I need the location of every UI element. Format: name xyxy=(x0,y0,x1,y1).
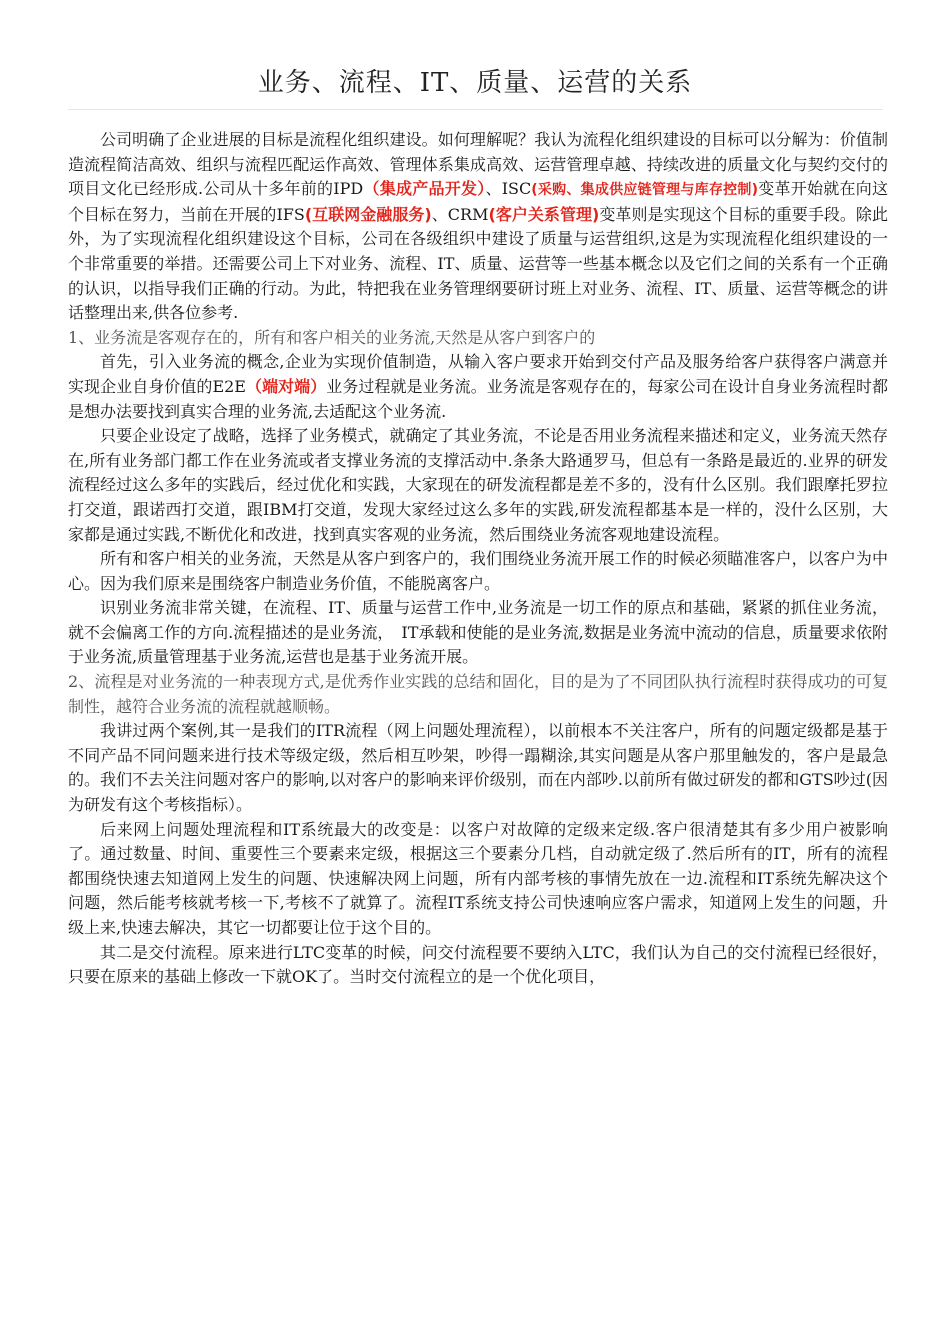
ifs-note: (互联网金融服务) xyxy=(304,204,432,224)
paragraph-case-itr: 我讲过两个案例,其一是我们的ITR流程（网上问题处理流程），以前根本不关注客户，所有的问题定级都是基于不同产品不同问题来进行技术等级定级，然后相互吵架，吵得一蹋糊涂,其实问题是从客户那里触发的，客户是最急的。我们不去关注问题对客户的影响,以对客户的影响来评价级别，而在内部吵.以前所有做过研发的都和GTS吵过(因为研发有这个考核指标）。 xyxy=(68,721,888,815)
paragraph-text: 、CRM xyxy=(431,204,489,224)
paragraph-text: 、ISC xyxy=(485,179,532,199)
paragraph-intro xyxy=(68,128,888,326)
document-title: 业务、流程、IT、质量、运营的关系 xyxy=(257,68,693,98)
section-heading-2: 2、流程是对业务流的一种表现方式,是优秀作业实践的总结和固化，目的是为了不同团队执行流程时获得成功的可复制性，越符合业务流的流程就越顺畅。 xyxy=(68,672,888,716)
paragraph-text: 变革开始就在向这个目标在努力，当前在开展的IFS xyxy=(68,179,888,224)
paragraph-text: 公司明确了企业进展的目标是流程化组织建设。如何理解呢？我认为流程化组织建设的目标可以分解为：价值制造流程简洁高效、组织与流程匹配运作高效、管理体系集成高效、运营管理卓越、持续改进的质量文化与契约交付的项目文化已经形成.公司从十多年前的IPD xyxy=(68,130,888,199)
isc-note: (采购、集成供应链管理与库存控制) xyxy=(531,182,758,199)
paragraph-strategy: 只要企业设定了战略，选择了业务模式，就确定了其业务流，不论是否用业务流程来描述和定义，业务流天然存在,所有业务部门都工作在业务流或者支撑业务流的支撑活动中.条条大路通罗马，但总有一条路是最近的.业界的研发流程经过这么多年的实践后，经过优化和实践，大家现在的研发流程都是差不多的，没有什么区别。我们跟摩托罗拉打交道，跟诺西打交道，跟IBM打交道，发现大家经过这么多年的实践,研发流程都基本是一样的，没什么区别，大家都是通过实践,不断优化和改进，找到真实客观的业务流，然后围绕业务流客观地建设流程。 xyxy=(68,426,888,544)
paragraph-text: 变革则是实现这个目标的重要手段。除此外，为了实现流程化组织建设这个目标，公司在各级组织中建设了质量与运营组织,这是为实现流程化组织建设的一个非常重要的举措。还需要公司上下对业务、流程、IT、质量、运营等一些基本概念以及它们之间的关系有一个正确的认识，以指导我们正确的行动。为此，特把我在业务管理纲要研讨班上对业务、流程、IT、质量、运营等概念的讲话整理出来,供各位参考. xyxy=(68,204,888,323)
document-body xyxy=(68,128,888,990)
title-divider xyxy=(68,109,883,110)
paragraph-case-itr-change: 后来网上问题处理流程和IT系统最大的改变是：以客户对故障的定级来定级.客户很清楚其有多少用户被影响了。通过数量、时间、重要性三个要素来定级，根据这三个要素分几档，自动就定级了.然后所有的IT，所有的流程都围绕快速去知道网上发生的问题、快速解决网上问题，所有内部考核的事情先放在一边.流程和IT系统先解决这个问题，然后能考核就考核一下,考核不了就算了。流程IT系统支持公司快速响应客户需求，知道网上发生的问题，升级上来,快速去解决，其它一切都要让位于这个目的。 xyxy=(68,819,888,937)
e2e-note: （端对端） xyxy=(245,376,327,396)
paragraph-case-delivery: 其二是交付流程。原来进行LTC变革的时候，问交付流程要不要纳入LTC，我们认为自己的交付流程已经很好，只要在原来的基础上修改一下就OK了。当时交付流程立的是一个优化项目， xyxy=(68,942,888,987)
ipd-note: （集成产品开发） xyxy=(363,179,486,199)
crm-note: (客户关系管理) xyxy=(488,204,600,224)
section-heading-1: 1、业务流是客观存在的，所有和客户相关的业务流,天然是从客户到客户的 xyxy=(68,327,596,347)
paragraph-text: 首先，引入业务流的概念,企业为实现价值制造，从输入客户要求开始到交付产品及服务给客户获得客户满意并实现企业自身价值的E2E xyxy=(68,352,888,396)
paragraph-text: 业务过程就是业务流。业务流是客观存在的，每家公司在设计自身业务流程时都是想办法要找到真实合理的业务流,去适配这个业务流. xyxy=(68,376,888,421)
paragraph-identify: 识别业务流非常关键，在流程、IT、质量与运营工作中,业务流是一切工作的原点和基础，紧紧的抓住业务流，就不会偏离工作的方向.流程描述的是业务流， IT承载和使能的是业务流,数据是业务流中流动的信息，质量要求依附于业务流,质量管理基于业务流,运营也是基于业务流开展。 xyxy=(68,598,888,667)
paragraph-business-flow xyxy=(68,350,888,424)
paragraph-customer: 所有和客户相关的业务流，天然是从客户到客户的，我们围绕业务流开展工作的时候必须瞄准客户，以客户为中心。因为我们原来是围绕客户制造业务价值，不能脱离客户。 xyxy=(68,549,888,593)
